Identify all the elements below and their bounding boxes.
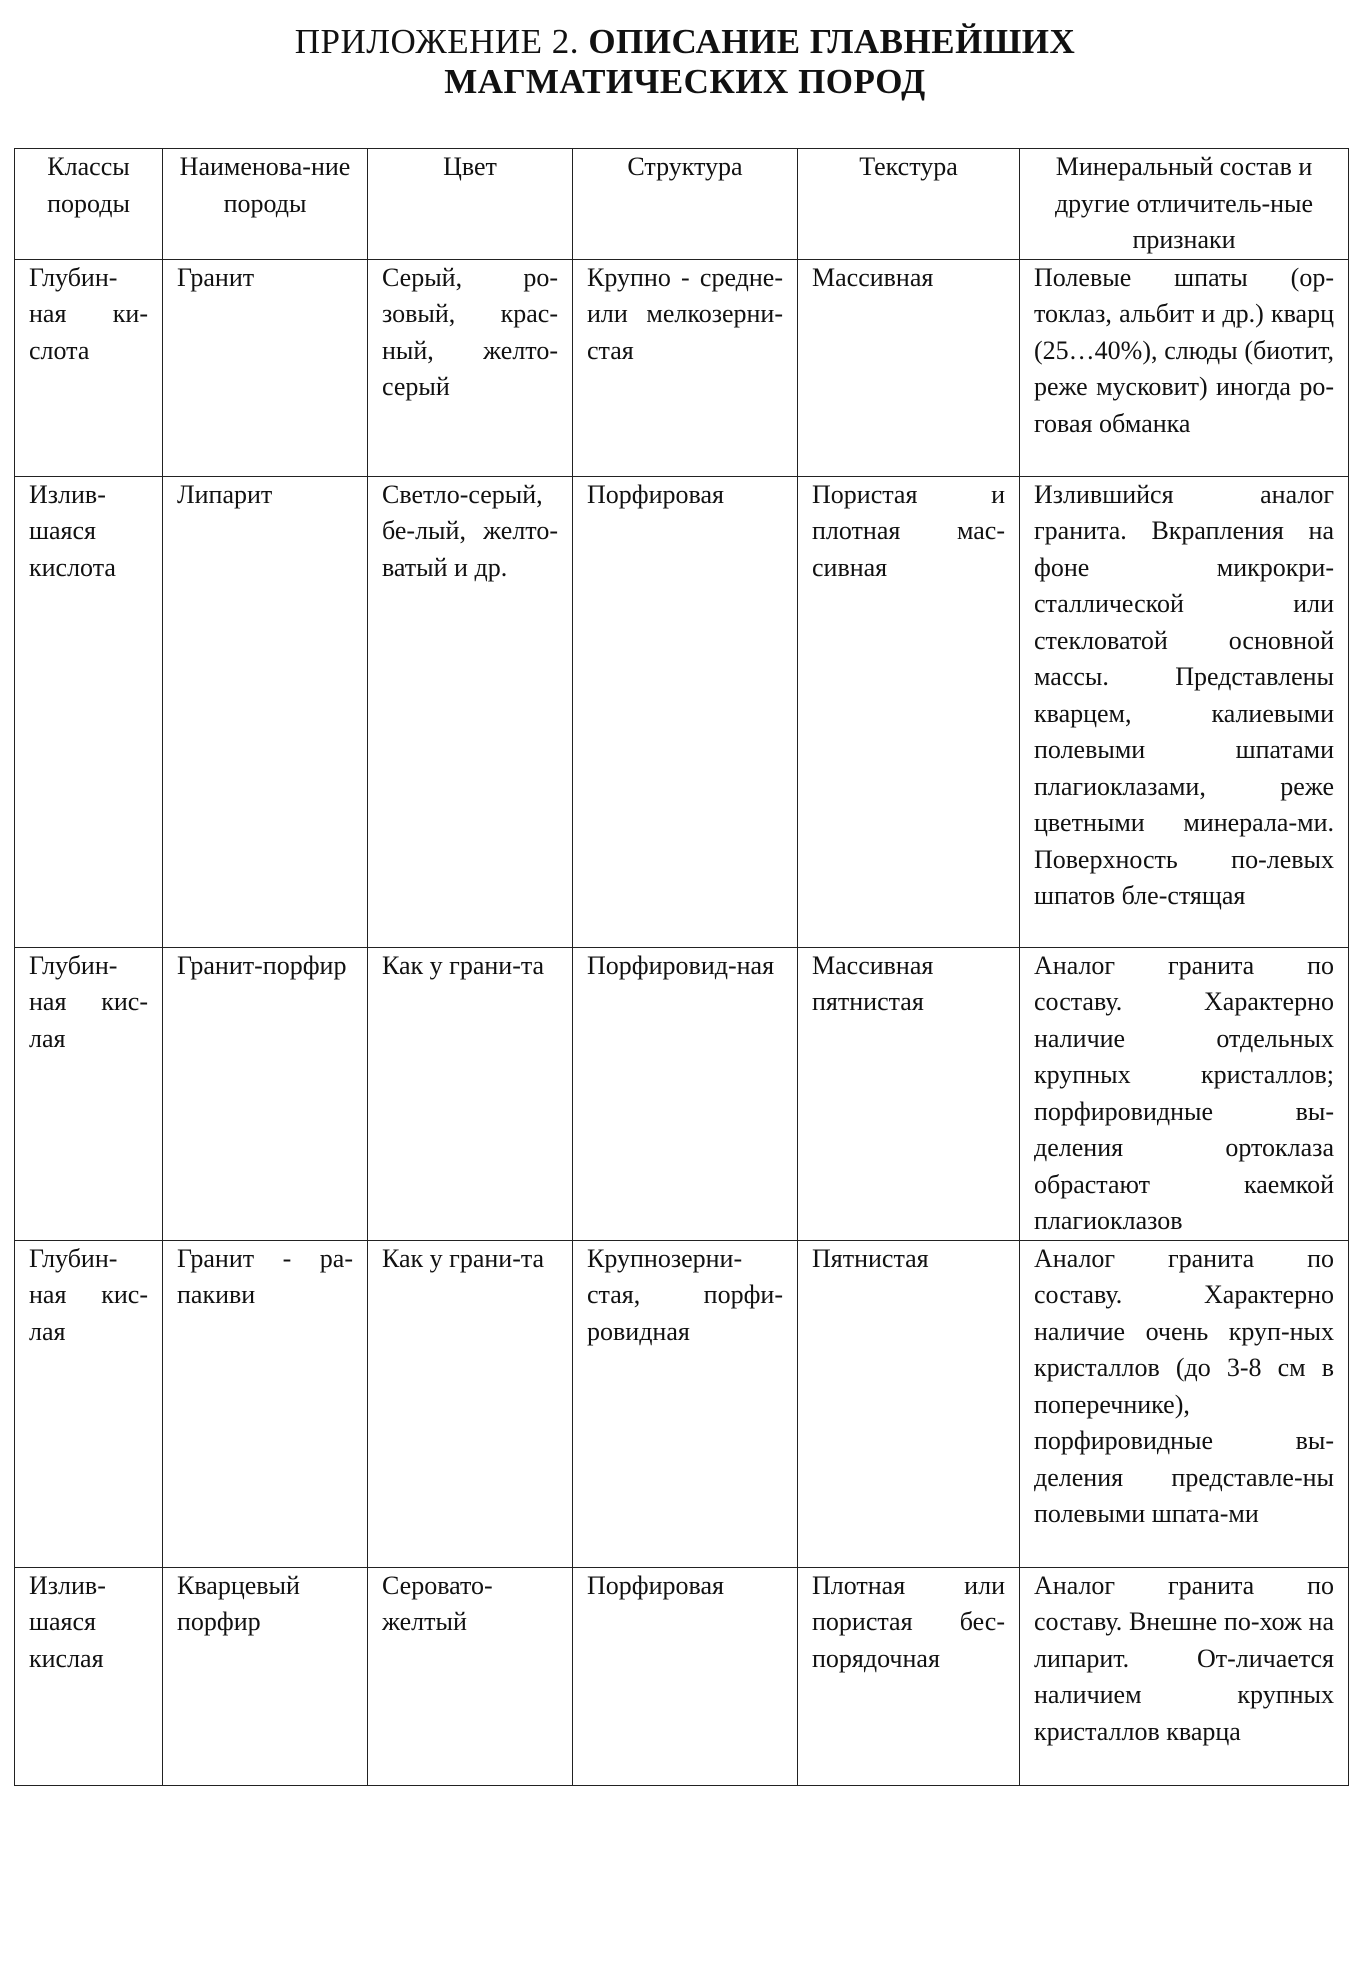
cell-color: Серовато-желтый xyxy=(368,1567,573,1785)
cell-rock-class: Глубин-ная кис-лая xyxy=(15,947,163,1240)
cell-texture: Пятнистая xyxy=(798,1240,1020,1567)
cell-texture: Массивная xyxy=(798,259,1020,476)
table-row xyxy=(15,476,1349,947)
cell-color: Серый, ро-зовый, крас-ный, желто-серый xyxy=(368,259,573,476)
cell-rock-class: Глубин-ная кис-лая xyxy=(15,1240,163,1567)
table-row xyxy=(15,259,1349,476)
cell-structure: Крупно - средне- или мелкозерни-стая xyxy=(573,259,798,476)
cell-texture: Массивная пятнистая xyxy=(798,947,1020,1240)
table-row xyxy=(15,1240,1349,1567)
cell-rock-name: Кварцевый порфир xyxy=(163,1567,368,1785)
cell-description: Излившийся аналог гранита. Вкрапления на фоне микрокри-сталлической или стекловатой основной массы. Представлены кварцем, калиевыми полевыми шпатами плагиоклазами, реже цветными минерала-ми. Поверхность по-левых шпатов бле-стящая xyxy=(1020,476,1349,947)
title-prefix: ПРИЛОЖЕНИЕ 2. xyxy=(294,22,580,61)
cell-description: Аналог гранита по составу. Характерно наличие очень круп-ных кристаллов (до 3-8 см в поперечнике), порфировидные вы-деления представле-ны полевыми шпата-ми xyxy=(1020,1240,1349,1567)
cell-rock-class: Глубин-ная ки-слота xyxy=(15,259,163,476)
cell-texture: Плотная или пористая бес-порядочная xyxy=(798,1567,1020,1785)
cell-color: Светло-серый, бе-лый, желто-ватый и др. xyxy=(368,476,573,947)
cell-rock-class: Излив-шаяся кислая xyxy=(15,1567,163,1785)
table-row xyxy=(15,947,1349,1240)
cell-description: Аналог гранита по составу. Характерно наличие отдельных крупных кристаллов; порфировидные вы-деления ортоклаза обрастают каемкой плагиоклазов xyxy=(1020,947,1349,1240)
header-texture: Текстура xyxy=(798,149,1020,260)
title-line-1 xyxy=(0,22,1370,62)
cell-structure: Порфировая xyxy=(573,476,798,947)
cell-rock-class: Излив-шаяся кислота xyxy=(15,476,163,947)
cell-description: Полевые шпаты (ор-токлаз, альбит и др.) кварц (25…40%), слюды (биотит, реже мусковит) иногда ро-говая обманка xyxy=(1020,259,1349,476)
header-color: Цвет xyxy=(368,149,573,260)
igneous-rocks-table xyxy=(14,148,1349,1786)
cell-rock-name: Гранит - ра-пакиви xyxy=(163,1240,368,1567)
cell-structure: Порфировая xyxy=(573,1567,798,1785)
table-row xyxy=(15,1567,1349,1785)
cell-texture: Пористая и плотная мас-сивная xyxy=(798,476,1020,947)
cell-structure: Крупнозерни-стая, порфи-ровидная xyxy=(573,1240,798,1567)
cell-color: Как у грани-та xyxy=(368,1240,573,1567)
cell-description: Аналог гранита по составу. Внешне по-хож на липарит. От-личается наличием крупных кристаллов кварца xyxy=(1020,1567,1349,1785)
header-mineral-composition: Минеральный состав и другие отличитель-ные признаки xyxy=(1020,149,1349,260)
header-structure: Структура xyxy=(573,149,798,260)
cell-color: Как у грани-та xyxy=(368,947,573,1240)
title-bold-line-1: ОПИСАНИЕ ГЛАВНЕЙШИХ xyxy=(588,22,1076,61)
cell-rock-name: Гранит-порфир xyxy=(163,947,368,1240)
cell-structure: Порфировид-ная xyxy=(573,947,798,1240)
header-rock-class: Классы породы xyxy=(15,149,163,260)
table-header-row xyxy=(15,149,1349,260)
cell-rock-name: Гранит xyxy=(163,259,368,476)
title-bold-line-2: МАГМАТИЧЕСКИХ ПОРОД xyxy=(444,62,926,101)
cell-rock-name: Липарит xyxy=(163,476,368,947)
header-rock-name: Наименова-ние породы xyxy=(163,149,368,260)
page-title xyxy=(0,22,1370,102)
